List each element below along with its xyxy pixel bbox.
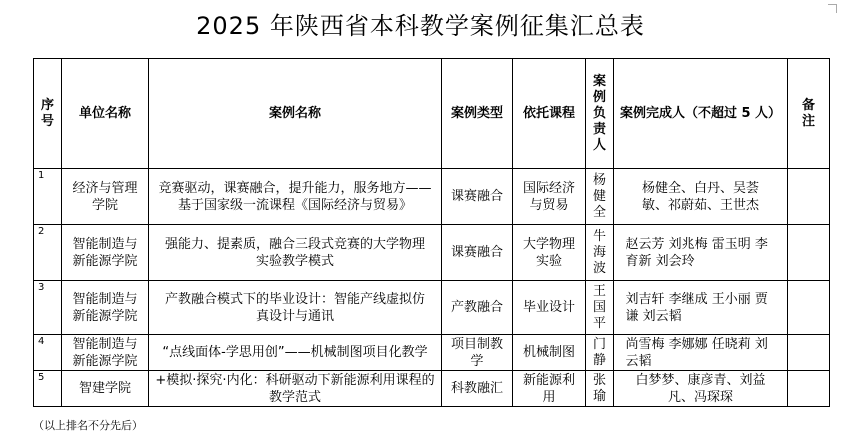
row-members: 刘吉轩 李继成 王小丽 贾 谦 刘云韬 [614,281,788,335]
row-note [788,225,830,281]
header-row [34,59,830,169]
row-leader: 杨健全 [586,169,614,225]
header-no: 序号 [34,59,62,169]
row-type: 课赛融合 [442,169,513,225]
row-unit: 智建学院 [62,371,149,407]
header-course: 依托课程 [513,59,586,169]
row-case: “点线面体-学思用创”——机械制图项目化教学 [149,335,442,371]
row-members: 杨健全、白丹、吴荟敏、祁蔚茹、王世杰 [614,169,788,225]
row-course: 国际经济与贸易 [513,169,586,225]
row-case: 强能力、提素质，融合三段式竞赛的大学物理实验教学模式 [149,225,442,281]
row-unit: 经济与管理学院 [62,169,149,225]
header-case: 案例名称 [149,59,442,169]
row-course: 新能源利用 [513,371,586,407]
row-case: +模拟·探究·内化：科研驱动下新能源利用课程的教学范式 [149,371,442,407]
header-note: 备注 [788,59,830,169]
row-unit: 智能制造与新能源学院 [62,335,149,371]
row-unit: 智能制造与新能源学院 [62,225,149,281]
case-summary-table [33,58,830,407]
header-unit: 单位名称 [62,59,149,169]
row-members: 白梦梦、康彦青、刘益凡、冯琛琛 [614,371,788,407]
row-no: 4 [34,335,62,371]
table-row [34,371,830,407]
row-case: 产教融合模式下的毕业设计：智能产线虚拟仿真设计与通讯 [149,281,442,335]
row-unit: 智能制造与新能源学院 [62,281,149,335]
page-title: 2025 年陕西省本科教学案例征集汇总表 [196,12,645,40]
row-leader: 牛海波 [586,225,614,281]
table-row [34,335,830,371]
row-note [788,169,830,225]
row-note [788,281,830,335]
row-leader: 张瑜 [586,371,614,407]
row-members: 赵云芳 刘兆梅 雷玉明 李育新 刘会玲 [614,225,788,281]
header-members: 案例完成人（不超过 5 人） [614,59,788,169]
row-course: 大学物理实验 [513,225,586,281]
row-leader: 王国平 [586,281,614,335]
row-course: 机械制图 [513,335,586,371]
row-case: 竞赛驱动，课赛融合，提升能力，服务地方——基于国家级一流课程《国际经济与贸易》 [149,169,442,225]
row-no: 3 [34,281,62,335]
table-row [34,169,830,225]
header-type: 案例类型 [442,59,513,169]
row-note [788,371,830,407]
footnote: （以上排名不分先后） [33,419,143,432]
table-row [34,281,830,335]
row-type: 产教融合 [442,281,513,335]
row-members: 尚雪梅 李娜娜 任晓莉 刘云韬 [614,335,788,371]
header-leader: 案例负责人 [586,59,614,169]
row-leader: 门静 [586,335,614,371]
row-type: 科教融汇 [442,371,513,407]
row-course: 毕业设计 [513,281,586,335]
row-no: 5 [34,371,62,407]
row-type: 项目制教学 [442,335,513,371]
row-no: 2 [34,225,62,281]
table-row [34,225,830,281]
row-note [788,335,830,371]
row-no: 1 [34,169,62,225]
row-type: 课赛融合 [442,225,513,281]
